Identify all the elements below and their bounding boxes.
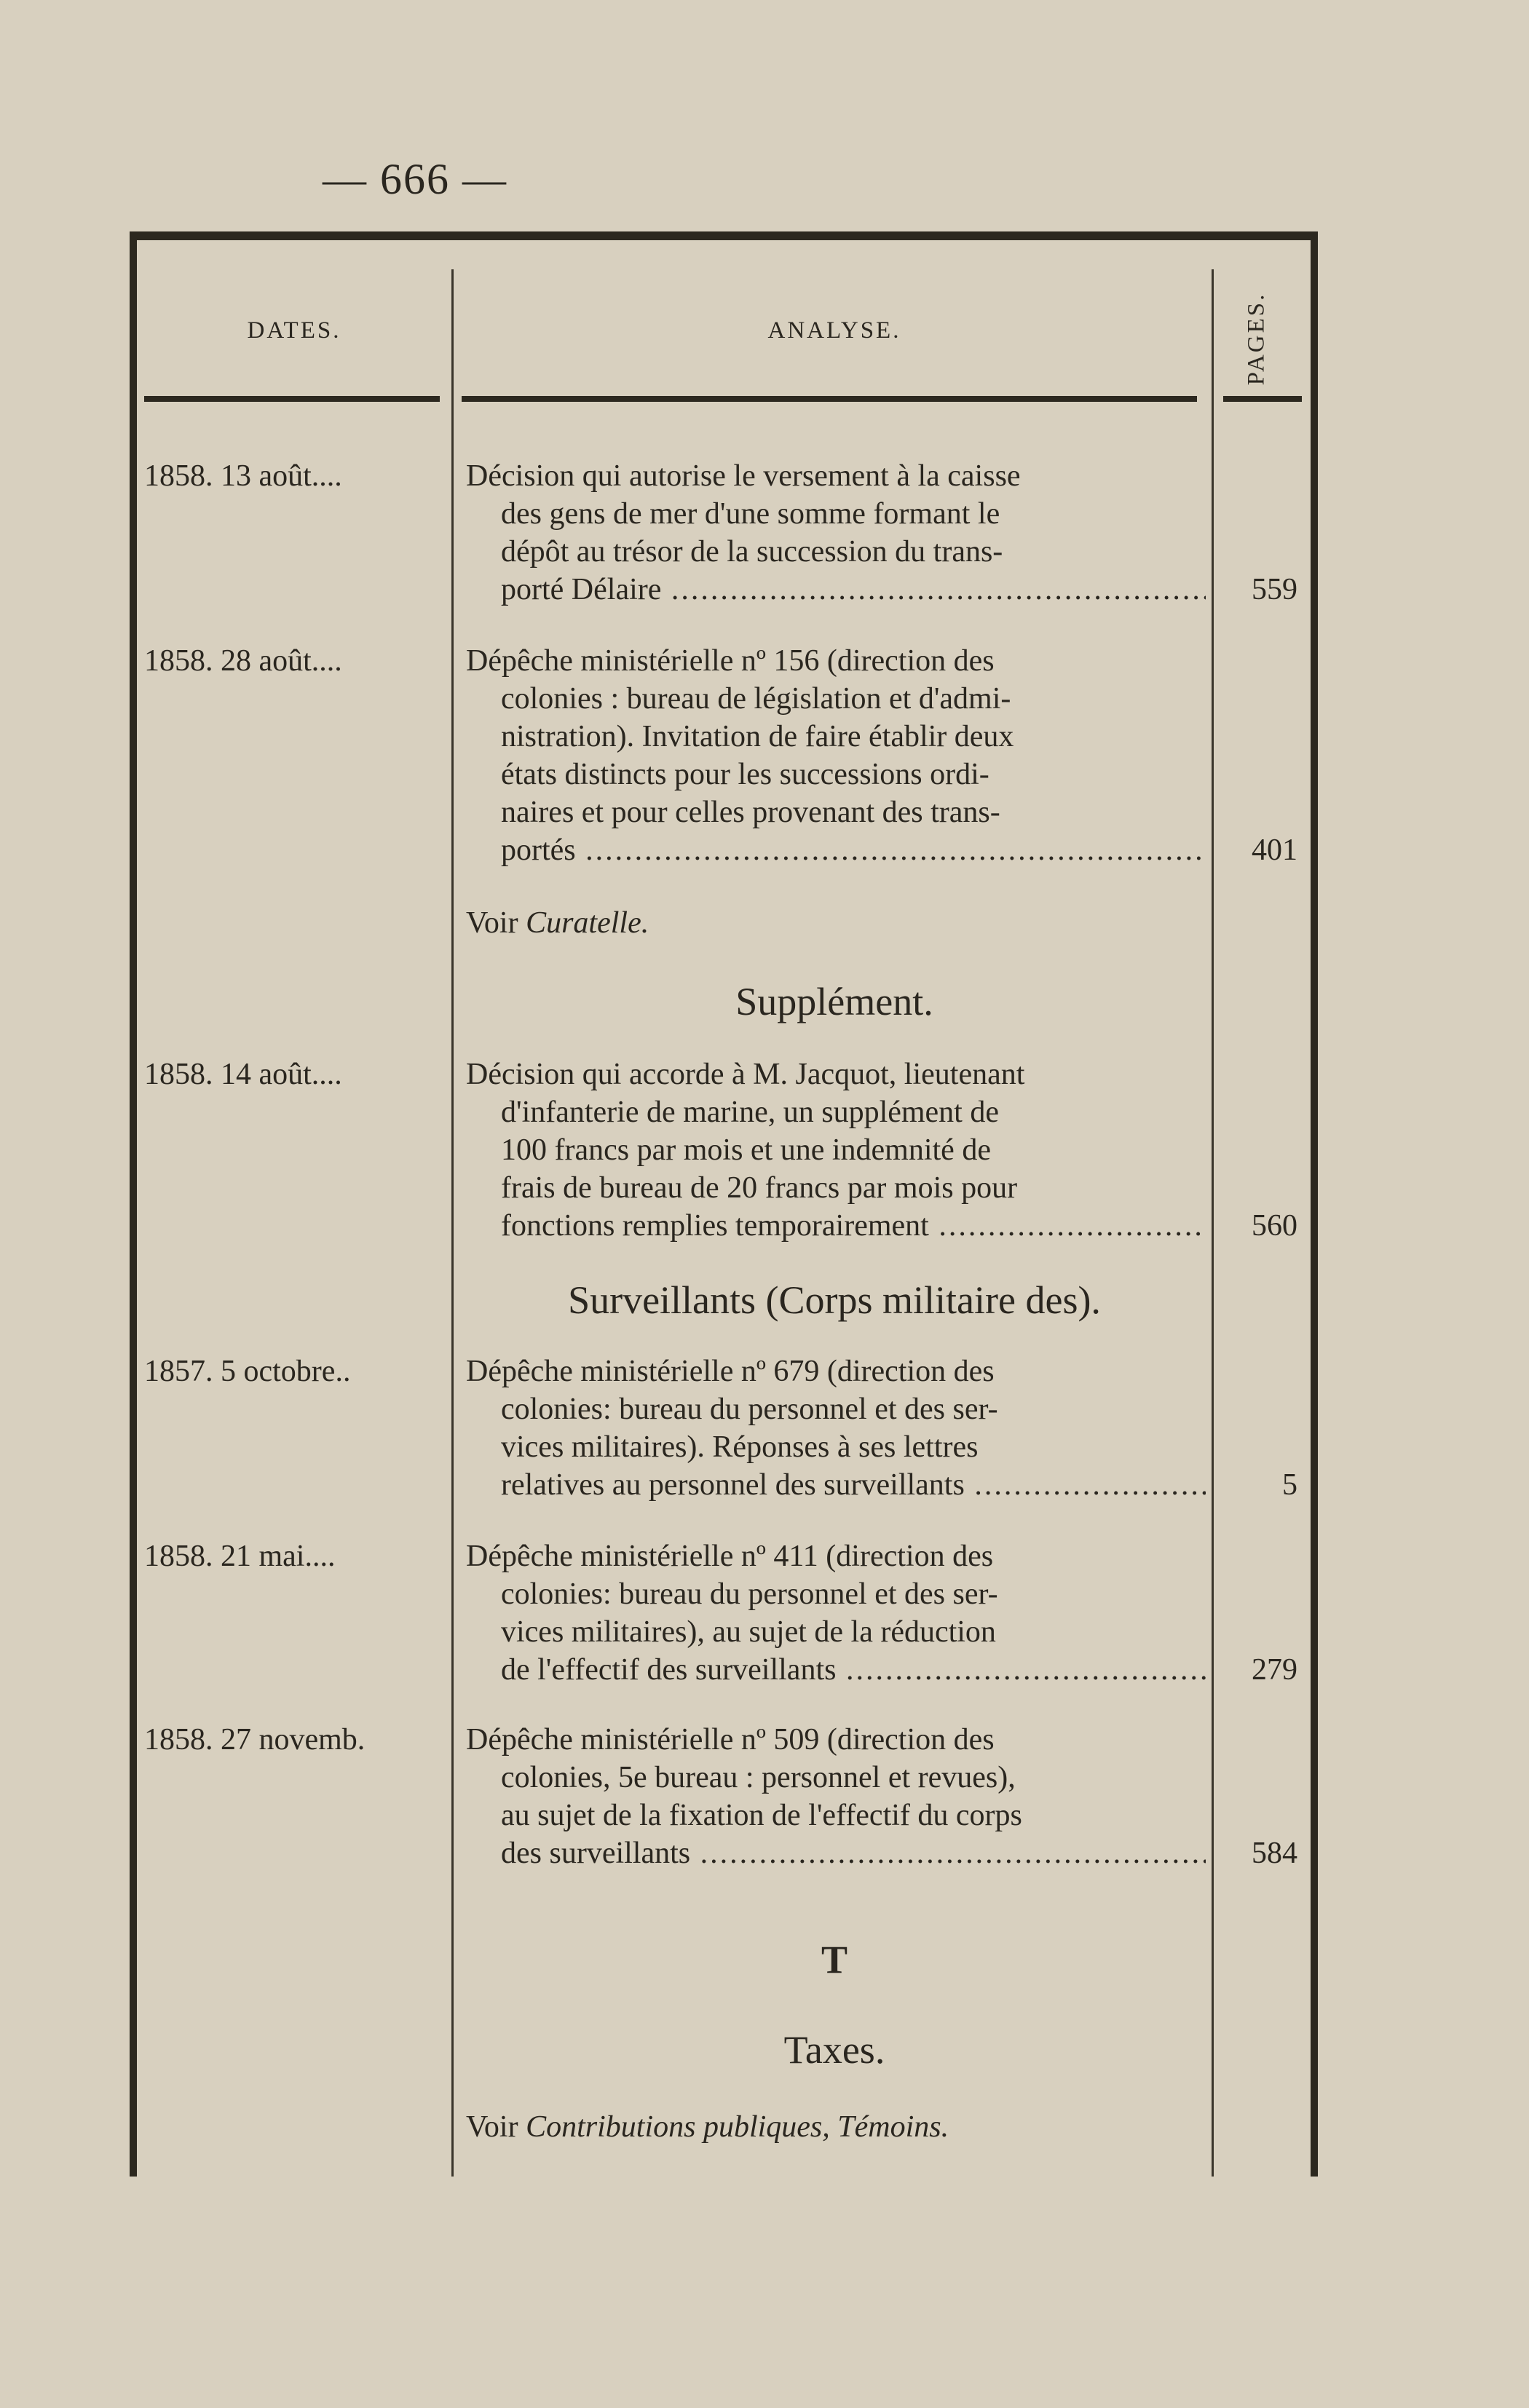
entry-analysis [466,1537,1206,1689]
analysis-line: vices militaires), au sujet de la réduction [501,1615,996,1649]
entry-analysis [466,1352,1206,1504]
entry-page: 559 [1252,573,1297,606]
analysis-line: Dépêche ministérielle nº 679 (direction des [466,1355,995,1388]
analysis-line: Dépêche ministérielle nº 509 (direction des [466,1723,995,1757]
section-heading-surveillants: Surveillants (Corps militaire des). [568,1278,1101,1322]
dot-leader [661,573,1206,606]
entry-page: 5 [1282,1468,1297,1502]
analysis-line: Dépêche ministérielle nº 156 (direction des [466,644,995,678]
analysis-line: Dépêche ministérielle nº 411 (direction des [466,1540,994,1573]
analysis-line: colonies : bureau de législation et d'admi- [501,682,1011,716]
analysis-line-text: porté Délaire [501,573,662,606]
analysis-line: frais de bureau de 20 francs par mois pour [501,1171,1018,1205]
column-divider-pages [1212,269,1214,2177]
analysis-line: colonies: bureau du personnel et des ser- [501,1577,998,1611]
entry-date: 1858. 13 août.... [144,459,342,493]
entry-page: 279 [1252,1653,1297,1687]
index-table [130,231,1318,2177]
analysis-line: 100 francs par mois et une indemnité de [501,1133,991,1167]
entry-analysis [466,1721,1206,1872]
dot-leader [929,1209,1206,1243]
analysis-line: colonies, 5e bureau : personnel et revues), [501,1761,1016,1794]
see-target: Curatelle. [526,906,649,940]
analysis-line: états distincts pour les successions ordi- [501,758,989,791]
header-pages-label: PAGES. [1243,292,1270,385]
entry-date: 1858. 21 mai.... [144,1540,336,1573]
section-letter: T [821,1938,848,1981]
analysis-line-last [466,571,1206,609]
entry-page: 401 [1252,833,1297,867]
analysis-line: au sujet de la fixation de l'effectif du corps [501,1799,1022,1832]
analysis-line: Décision qui autorise le versement à la caisse [466,459,1021,493]
analysis-line: nistration). Invitation de faire établir deux [501,720,1014,753]
entry-date: 1858. 28 août.... [144,644,342,678]
entry-analysis [466,457,1206,609]
page-number: — 666 — [323,155,507,203]
analysis-line: dépôt au trésor de la succession du trans- [501,535,1003,569]
dot-leader [965,1468,1206,1502]
analysis-line-last [466,1651,1206,1689]
analysis-line-last [466,1834,1206,1872]
entry-date: 1857. 5 octobre.. [144,1355,351,1388]
analysis-line-text: relatives au personnel des surveillants [501,1468,965,1502]
analysis-line: vices militaires). Réponses à ses lettres [501,1430,979,1464]
see-reference [466,2108,949,2146]
analysis-line: d'infanterie de marine, un supplément de [501,1096,999,1129]
analysis-line-text: fonctions remplies temporairement [501,1209,929,1243]
entry-analysis [466,642,1206,869]
analysis-line-text: de l'effectif des surveillants [501,1653,837,1687]
entry-date: 1858. 27 novemb. [144,1723,366,1757]
column-divider-dates [451,269,454,2177]
header-dates: DATES. [247,317,341,344]
analysis-line: Décision qui accorde à M. Jacquot, lieutenant [466,1058,1025,1091]
analysis-line: naires et pour celles provenant des trans- [501,796,1000,829]
see-reference [466,904,649,942]
section-heading-taxes: Taxes. [783,2028,885,2072]
analysis-line-text: portés [501,833,576,867]
analysis-line-last [466,1207,1206,1245]
analysis-line: des gens de mer d'une somme formant le [501,497,1000,531]
entry-date: 1858. 14 août.... [144,1058,342,1091]
see-target: Contributions publiques, Témoins. [526,2110,949,2144]
entry-analysis [466,1056,1206,1245]
analysis-line-last [466,831,1206,869]
see-prefix: Voir [466,906,518,940]
entry-page: 584 [1252,1837,1297,1870]
header-pages [1220,284,1293,393]
header-analyse: ANALYSE. [767,317,901,344]
dot-leader [690,1837,1206,1870]
dot-leader [836,1653,1206,1687]
header-rule-analyse [462,396,1197,402]
see-prefix: Voir [466,2110,518,2144]
analysis-line-text: des surveillants [501,1837,691,1870]
header-rule-dates [144,396,440,402]
header-rule-pages [1223,396,1302,402]
analysis-line-last [466,1466,1206,1504]
analysis-line: colonies: bureau du personnel et des ser- [501,1393,998,1426]
dot-leader [576,833,1206,867]
entry-page: 560 [1252,1209,1297,1243]
section-heading-supplement: Supplément. [735,980,933,1023]
